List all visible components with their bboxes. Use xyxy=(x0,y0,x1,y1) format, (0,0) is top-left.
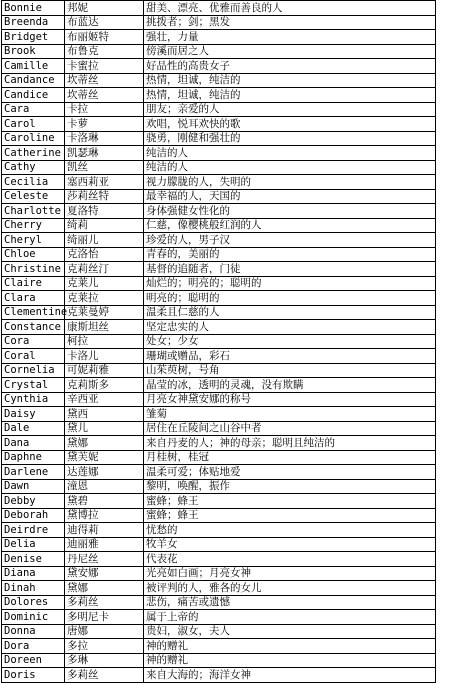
table-row xyxy=(2,262,436,277)
english-name-cell: Deirdre xyxy=(2,523,65,538)
name-table-body xyxy=(2,1,436,683)
chinese-name-cell: 黛儿 xyxy=(65,421,144,436)
table-row xyxy=(2,102,436,117)
chinese-name-cell: 丹尼丝 xyxy=(65,552,144,567)
meaning-cell: 代表花 xyxy=(144,552,436,567)
chinese-name-cell: 莎莉丝特 xyxy=(65,189,144,204)
chinese-name-cell: 辛西亚 xyxy=(65,392,144,407)
chinese-name-cell: 可妮莉雅 xyxy=(65,363,144,378)
table-row xyxy=(2,581,436,596)
meaning-cell: 热情，坦诚，纯洁的 xyxy=(144,73,436,88)
chinese-name-cell: 卡洛儿 xyxy=(65,349,144,364)
chinese-name-cell: 塞西莉亚 xyxy=(65,175,144,190)
meaning-cell: 热情，坦诚，纯洁的 xyxy=(144,88,436,103)
english-name-cell: Dana xyxy=(2,436,65,451)
meaning-cell: 温柔且仁慈的人 xyxy=(144,305,436,320)
meaning-cell: 处女；少女 xyxy=(144,334,436,349)
english-name-cell: Denise xyxy=(2,552,65,567)
meaning-cell: 居住在丘陵间之山谷中者 xyxy=(144,421,436,436)
chinese-name-cell: 卡蜜拉 xyxy=(65,59,144,74)
chinese-name-cell: 夏洛特 xyxy=(65,204,144,219)
chinese-name-cell: 黛安娜 xyxy=(65,566,144,581)
table-row xyxy=(2,189,436,204)
meaning-cell: 属于上帝的 xyxy=(144,610,436,625)
chinese-name-cell: 坎蒂丝 xyxy=(65,88,144,103)
meaning-cell: 挑拨者；剑；黑发 xyxy=(144,15,436,30)
meaning-cell: 忧愁的 xyxy=(144,523,436,538)
table-row xyxy=(2,494,436,509)
meaning-cell: 山茱萸树，号角 xyxy=(144,363,436,378)
english-name-cell: Dominic xyxy=(2,610,65,625)
meaning-cell: 青春的，美丽的 xyxy=(144,247,436,262)
table-row xyxy=(2,349,436,364)
english-name-cell: Cora xyxy=(2,334,65,349)
name-table xyxy=(1,0,436,683)
meaning-cell: 来自丹麦的人；神的母亲；聪明且纯洁的 xyxy=(144,436,436,451)
chinese-name-cell: 凯瑟琳 xyxy=(65,146,144,161)
english-name-cell: Constance xyxy=(2,320,65,335)
chinese-name-cell: 多琳 xyxy=(65,653,144,668)
chinese-name-cell: 布鲁克 xyxy=(65,44,144,59)
english-name-cell: Claire xyxy=(2,276,65,291)
table-row xyxy=(2,479,436,494)
table-row xyxy=(2,610,436,625)
english-name-cell: Daisy xyxy=(2,407,65,422)
chinese-name-cell: 克莱拉 xyxy=(65,291,144,306)
chinese-name-cell: 绮丽儿 xyxy=(65,233,144,248)
english-name-cell: Bridget xyxy=(2,30,65,45)
meaning-cell: 蜜蜂；蜂王 xyxy=(144,508,436,523)
table-row xyxy=(2,305,436,320)
english-name-cell: Dawn xyxy=(2,479,65,494)
english-name-cell: Clara xyxy=(2,291,65,306)
table-row xyxy=(2,363,436,378)
chinese-name-cell: 唐娜 xyxy=(65,624,144,639)
meaning-cell: 神的赠礼 xyxy=(144,639,436,654)
chinese-name-cell: 黛芙妮 xyxy=(65,450,144,465)
meaning-cell: 纯洁的人 xyxy=(144,160,436,175)
english-name-cell: Bonnie xyxy=(2,1,65,16)
table-row xyxy=(2,160,436,175)
table-row xyxy=(2,218,436,233)
meaning-cell: 悲伤，痛苦或遗憾 xyxy=(144,595,436,610)
table-row xyxy=(2,320,436,335)
table-row xyxy=(2,392,436,407)
chinese-name-cell: 黛博拉 xyxy=(65,508,144,523)
english-name-cell: Charlotte xyxy=(2,204,65,219)
table-row xyxy=(2,247,436,262)
english-name-cell: Cynthia xyxy=(2,392,65,407)
chinese-name-cell: 黛娜 xyxy=(65,581,144,596)
english-name-cell: Cheryl xyxy=(2,233,65,248)
meaning-cell: 坚定忠实的人 xyxy=(144,320,436,335)
table-row xyxy=(2,668,436,683)
table-row xyxy=(2,508,436,523)
table-row xyxy=(2,523,436,538)
table-row xyxy=(2,44,436,59)
table-row xyxy=(2,233,436,248)
table-row xyxy=(2,537,436,552)
chinese-name-cell: 克莉丝汀 xyxy=(65,262,144,277)
chinese-name-cell: 黛碧 xyxy=(65,494,144,509)
english-name-cell: Chloe xyxy=(2,247,65,262)
meaning-cell: 最幸福的人，天国的 xyxy=(144,189,436,204)
meaning-cell: 温柔可爱；体贴地爱 xyxy=(144,465,436,480)
english-name-cell: Clementine xyxy=(2,305,65,320)
english-name-cell: Deborah xyxy=(2,508,65,523)
meaning-cell: 纯洁的人 xyxy=(144,146,436,161)
english-name-cell: Caroline xyxy=(2,131,65,146)
table-row xyxy=(2,30,436,45)
english-name-cell: Cornelia xyxy=(2,363,65,378)
chinese-name-cell: 多莉丝 xyxy=(65,668,144,683)
table-row xyxy=(2,421,436,436)
english-name-cell: Coral xyxy=(2,349,65,364)
chinese-name-cell: 绮莉 xyxy=(65,218,144,233)
english-name-cell: Doreen xyxy=(2,653,65,668)
meaning-cell: 骁勇，刚健和强壮的 xyxy=(144,131,436,146)
english-name-cell: Christine xyxy=(2,262,65,277)
table-row xyxy=(2,204,436,219)
table-row xyxy=(2,73,436,88)
table-row xyxy=(2,88,436,103)
chinese-name-cell: 坎蒂丝 xyxy=(65,73,144,88)
english-name-cell: Breenda xyxy=(2,15,65,30)
english-name-cell: Doris xyxy=(2,668,65,683)
chinese-name-cell: 克洛怡 xyxy=(65,247,144,262)
chinese-name-cell: 卡拉 xyxy=(65,102,144,117)
table-row xyxy=(2,465,436,480)
chinese-name-cell: 邦妮 xyxy=(65,1,144,16)
table-row xyxy=(2,624,436,639)
english-name-cell: Dale xyxy=(2,421,65,436)
meaning-cell: 雏菊 xyxy=(144,407,436,422)
meaning-cell: 蜜蜂；蜂王 xyxy=(144,494,436,509)
meaning-cell: 晶莹的冰，透明的灵魂，没有欺瞒 xyxy=(144,378,436,393)
chinese-name-cell: 黛西 xyxy=(65,407,144,422)
chinese-name-cell: 柯拉 xyxy=(65,334,144,349)
meaning-cell: 仁慈，像樱桃般红润的人 xyxy=(144,218,436,233)
table-row xyxy=(2,639,436,654)
meaning-cell: 朋友；亲爱的人 xyxy=(144,102,436,117)
meaning-cell: 月桂树，桂冠 xyxy=(144,450,436,465)
chinese-name-cell: 卡萝 xyxy=(65,117,144,132)
meaning-cell: 基督的追随者，门徒 xyxy=(144,262,436,277)
meaning-cell: 被评判的人，雅各的女儿 xyxy=(144,581,436,596)
english-name-cell: Candice xyxy=(2,88,65,103)
english-name-cell: Delia xyxy=(2,537,65,552)
table-row xyxy=(2,450,436,465)
meaning-cell: 好品性的高贵女子 xyxy=(144,59,436,74)
table-row xyxy=(2,15,436,30)
table-row xyxy=(2,1,436,16)
chinese-name-cell: 迪得莉 xyxy=(65,523,144,538)
table-row xyxy=(2,291,436,306)
chinese-name-cell: 黛娜 xyxy=(65,436,144,451)
chinese-name-cell: 卡洛琳 xyxy=(65,131,144,146)
chinese-name-cell: 布丽姬特 xyxy=(65,30,144,45)
english-name-cell: Carol xyxy=(2,117,65,132)
meaning-cell: 明亮的；聪明的 xyxy=(144,291,436,306)
english-name-cell: Celeste xyxy=(2,189,65,204)
chinese-name-cell: 多明尼卡 xyxy=(65,610,144,625)
table-row xyxy=(2,131,436,146)
table-row xyxy=(2,407,436,422)
meaning-cell: 珍爱的人，男子汉 xyxy=(144,233,436,248)
meaning-cell: 光亮如白画；月亮女神 xyxy=(144,566,436,581)
english-name-cell: Dora xyxy=(2,639,65,654)
english-name-cell: Dolores xyxy=(2,595,65,610)
chinese-name-cell: 克莱曼婷 xyxy=(65,305,144,320)
chinese-name-cell: 克莱儿 xyxy=(65,276,144,291)
english-name-cell: Cara xyxy=(2,102,65,117)
table-row xyxy=(2,117,436,132)
meaning-cell: 身体强健女性化的 xyxy=(144,204,436,219)
table-row xyxy=(2,595,436,610)
meaning-cell: 甜美、漂亮、优雅而善良的人 xyxy=(144,1,436,16)
meaning-cell: 强壮，力量 xyxy=(144,30,436,45)
english-name-cell: Diana xyxy=(2,566,65,581)
chinese-name-cell: 多拉 xyxy=(65,639,144,654)
table-row xyxy=(2,653,436,668)
meaning-cell: 贵妇，淑女，夫人 xyxy=(144,624,436,639)
english-name-cell: Catherine xyxy=(2,146,65,161)
meaning-cell: 欢唱，悦耳欢快的歌 xyxy=(144,117,436,132)
english-name-cell: Crystal xyxy=(2,378,65,393)
english-name-cell: Candance xyxy=(2,73,65,88)
meaning-cell: 黎明，唤醒，振作 xyxy=(144,479,436,494)
table-row xyxy=(2,552,436,567)
english-name-cell: Cathy xyxy=(2,160,65,175)
chinese-name-cell: 凯丝 xyxy=(65,160,144,175)
english-name-cell: Darlene xyxy=(2,465,65,480)
english-name-cell: Donna xyxy=(2,624,65,639)
chinese-name-cell: 克莉斯多 xyxy=(65,378,144,393)
meaning-cell: 视力朦胧的人，失明的 xyxy=(144,175,436,190)
chinese-name-cell: 潼恩 xyxy=(65,479,144,494)
english-name-cell: Camille xyxy=(2,59,65,74)
meaning-cell: 牧羊女 xyxy=(144,537,436,552)
table-row xyxy=(2,276,436,291)
english-name-cell: Cherry xyxy=(2,218,65,233)
meaning-cell: 珊瑚或赠品，彩石 xyxy=(144,349,436,364)
chinese-name-cell: 布蓝达 xyxy=(65,15,144,30)
chinese-name-cell: 达莲娜 xyxy=(65,465,144,480)
meaning-cell: 灿烂的；明亮的；聪明的 xyxy=(144,276,436,291)
table-row xyxy=(2,378,436,393)
meaning-cell: 神的赠礼 xyxy=(144,653,436,668)
meaning-cell: 来自大海的；海洋女神 xyxy=(144,668,436,683)
meaning-cell: 傍溪而居之人 xyxy=(144,44,436,59)
table-row xyxy=(2,146,436,161)
chinese-name-cell: 多莉丝 xyxy=(65,595,144,610)
english-name-cell: Debby xyxy=(2,494,65,509)
english-name-cell: Brook xyxy=(2,44,65,59)
meaning-cell: 月亮女神黛安娜的称号 xyxy=(144,392,436,407)
chinese-name-cell: 康斯坦丝 xyxy=(65,320,144,335)
table-row xyxy=(2,436,436,451)
english-name-cell: Cecilia xyxy=(2,175,65,190)
chinese-name-cell: 迪丽雅 xyxy=(65,537,144,552)
english-name-cell: Daphne xyxy=(2,450,65,465)
table-row xyxy=(2,566,436,581)
table-row xyxy=(2,334,436,349)
table-row xyxy=(2,59,436,74)
english-name-cell: Dinah xyxy=(2,581,65,596)
table-row xyxy=(2,175,436,190)
